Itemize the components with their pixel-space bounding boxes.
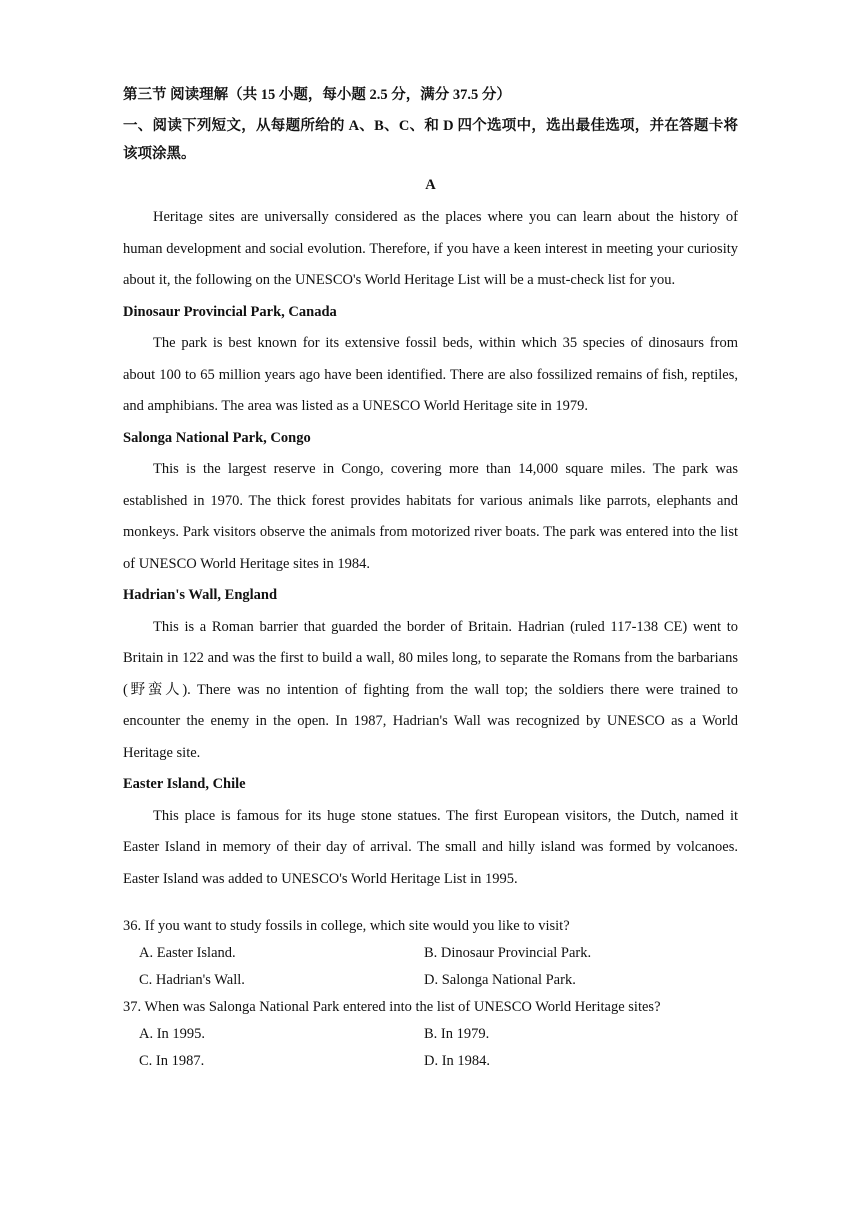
question-block (123, 913, 738, 994)
options-grid (123, 940, 738, 994)
option-b: B. Dinosaur Provincial Park. (424, 945, 592, 961)
options-grid (123, 1021, 738, 1075)
option-d: D. In 1984. (424, 1053, 491, 1069)
site-section (123, 423, 738, 581)
passage-letter: A (425, 177, 436, 193)
question-stem: 36. If you want to study fossils in college, which site would you like to visit? (123, 918, 570, 934)
instructions: 一、阅读下列短文，从每题所给的 A、B、C、和 D 四个选项中，选出最佳选项，并在答题卡将该项涂黑。 (123, 118, 738, 162)
site-text: The park is best known for its extensive fossil beds, within which 35 species of dinosaurs from about 100 to 65 million years ago have been identified. There are also fossilized remains of fish, reptiles, and amphibians. The area was listed as a UNESCO World Heritage site in 1979. (123, 335, 738, 414)
document-page (123, 84, 738, 1075)
site-section (123, 297, 738, 423)
section-title: 第三节 阅读理解（共 15 小题，每小题 2.5 分，满分 37.5 分） (123, 87, 511, 103)
option-d: D. Salonga National Park. (424, 972, 576, 988)
site-section (123, 769, 738, 895)
spacer (123, 895, 738, 913)
site-heading: Dinosaur Provincial Park, Canada (123, 303, 337, 320)
passage-intro: Heritage sites are universally considered as the places where you can learn about the history of human development and social evolution. Therefore, if you have a keen interest in meeting your curiosity about it, the following on the UNESCO's World Heritage List will be a must-check list for you. (123, 209, 738, 288)
site-text: This is the largest reserve in Congo, covering more than 14,000 square miles. The park was established in 1970. The thick forest provides habitats for various animals like parrots, elephants and monkeys. Park visitors observe the animals from motorized river boats. The park was entered into the list of UNESCO World Heritage sites in 1984. (123, 461, 738, 572)
option-a: A. Easter Island. (139, 945, 236, 961)
site-text: This place is famous for its huge stone statues. The first European visitors, the Dutch, named it Easter Island in memory of their day of arrival. The small and hilly island was formed by volcanoes. Easter Island was added to UNESCO's World Heritage List in 1995. (123, 807, 738, 887)
option-b: B. In 1979. (424, 1026, 490, 1042)
question-stem: 37. When was Salonga National Park entered into the list of UNESCO World Heritage sites? (123, 999, 661, 1015)
option-c: C. In 1987. (139, 1053, 205, 1069)
site-text: This is a Roman barrier that guarded the border of Britain. Hadrian (ruled 117-138 CE) went to Britain in 122 and was the first to build a wall, 80 miles long, to separate the Romans from the barbarians (野蛮人). There was no intention of fighting from the wall top; the soldiers there were trained to encounter the enemy in the open. In 1987, Hadrian's Wall was recognized by UNESCO as a World Heritage site. (123, 618, 738, 761)
site-heading: Hadrian's Wall, England (123, 587, 278, 603)
site-heading: Salonga National Park, Congo (123, 429, 311, 446)
option-c: C. Hadrian's Wall. (139, 972, 245, 988)
question-block (123, 994, 738, 1075)
option-a: A. In 1995. (139, 1026, 206, 1042)
site-section (123, 580, 738, 769)
site-heading: Easter Island, Chile (123, 776, 246, 792)
